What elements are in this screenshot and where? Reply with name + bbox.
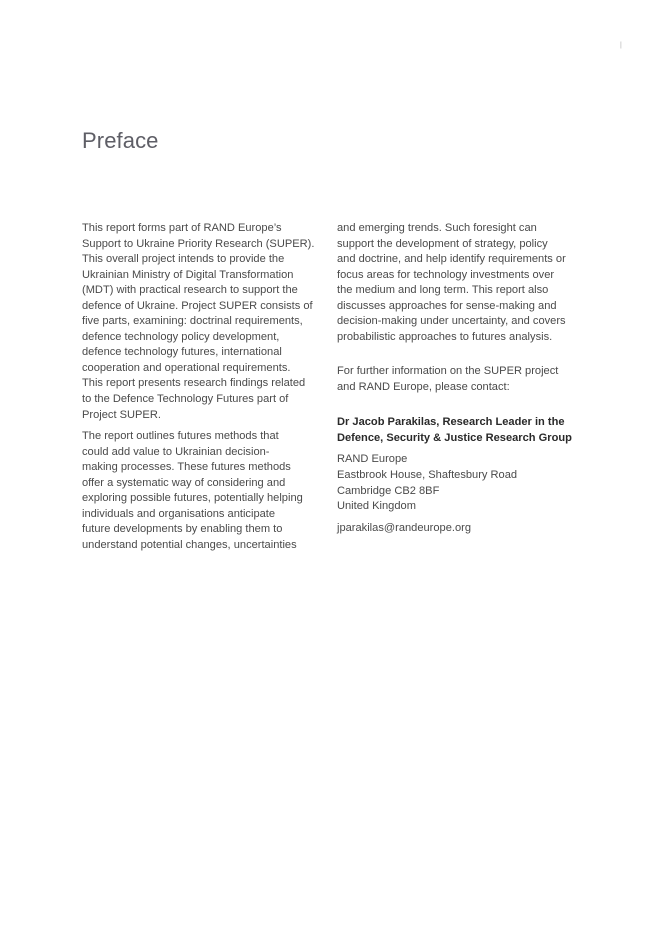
address-line: Cambridge CB2 8BF	[337, 484, 440, 497]
text-line: support the development of strategy, policy	[337, 237, 548, 250]
text-line: individuals and organisations anticipate	[82, 507, 276, 520]
text-line: The report outlines futures methods that	[82, 430, 279, 443]
text-line: Support to Ukraine Priority Research (SUPER).	[82, 237, 315, 250]
text-line: to the Defence Technology Futures part of	[82, 393, 289, 406]
futures-methods-paragraph	[82, 429, 323, 553]
text-line: discusses approaches for sense-making and	[337, 299, 557, 312]
text-line: probabilistic approaches to futures analysis.	[337, 330, 553, 343]
text-line: and RAND Europe, please contact:	[337, 380, 510, 393]
address-line: United Kingdom	[337, 500, 416, 513]
text-line: offer a systematic way of considering and	[82, 476, 286, 489]
contact-intro	[337, 364, 578, 395]
text-line: understand potential changes, uncertainties	[82, 538, 297, 551]
contact-name	[337, 414, 578, 446]
text-line: defence of Ukraine. Project SUPER consists of	[82, 299, 313, 312]
postal-address	[337, 452, 578, 514]
contact-name-line: Defence, Security & Justice Research Group	[337, 432, 572, 445]
text-line: (MDT) with practical research to support the	[82, 284, 298, 297]
text-line: and doctrine, and help identify requirements or	[337, 253, 566, 266]
contact-name-line: Dr Jacob Parakilas, Research Leader in the	[337, 416, 565, 429]
text-line: making processes. These futures methods	[82, 461, 291, 474]
text-line: could add value to Ukrainian decision-	[82, 445, 270, 458]
text-line: This report presents research findings related	[82, 377, 306, 390]
text-line: defence technology futures, international	[82, 346, 282, 359]
text-line: defence technology policy development,	[82, 330, 280, 343]
text-line: cooperation and operational requirements.	[82, 361, 291, 374]
address-line: RAND Europe	[337, 453, 408, 466]
text-line: This report forms part of RAND Europe’s	[82, 222, 282, 234]
text-line: This overall project intends to provide the	[82, 253, 285, 266]
text-line: exploring possible futures, potentially helping	[82, 492, 303, 505]
page-title: Preface	[82, 128, 159, 153]
text-line: five parts, examining: doctrinal requirements,	[82, 315, 303, 328]
text-line: focus areas for technology investments over	[337, 268, 555, 281]
page-marker: |	[620, 42, 622, 49]
text-line: decision-making under uncertainty, and covers	[337, 315, 566, 328]
continued-paragraph	[337, 221, 578, 345]
text-line: Ukrainian Ministry of Digital Transformation	[82, 268, 294, 281]
address-line: Eastbrook House, Shaftesbury Road	[337, 469, 518, 482]
text-line: the medium and long term. This report also	[337, 284, 549, 297]
intro-paragraph	[82, 221, 323, 423]
text-line: future developments by enabling them to	[82, 523, 283, 536]
text-line: For further information on the SUPER project	[337, 365, 559, 378]
contact-email	[337, 521, 578, 537]
left-column	[82, 221, 323, 553]
text-line: Project SUPER.	[82, 408, 161, 421]
email-text: jparakilas@randeurope.org	[337, 521, 471, 534]
text-line: and emerging trends. Such foresight can	[337, 222, 537, 234]
right-column	[337, 221, 578, 536]
